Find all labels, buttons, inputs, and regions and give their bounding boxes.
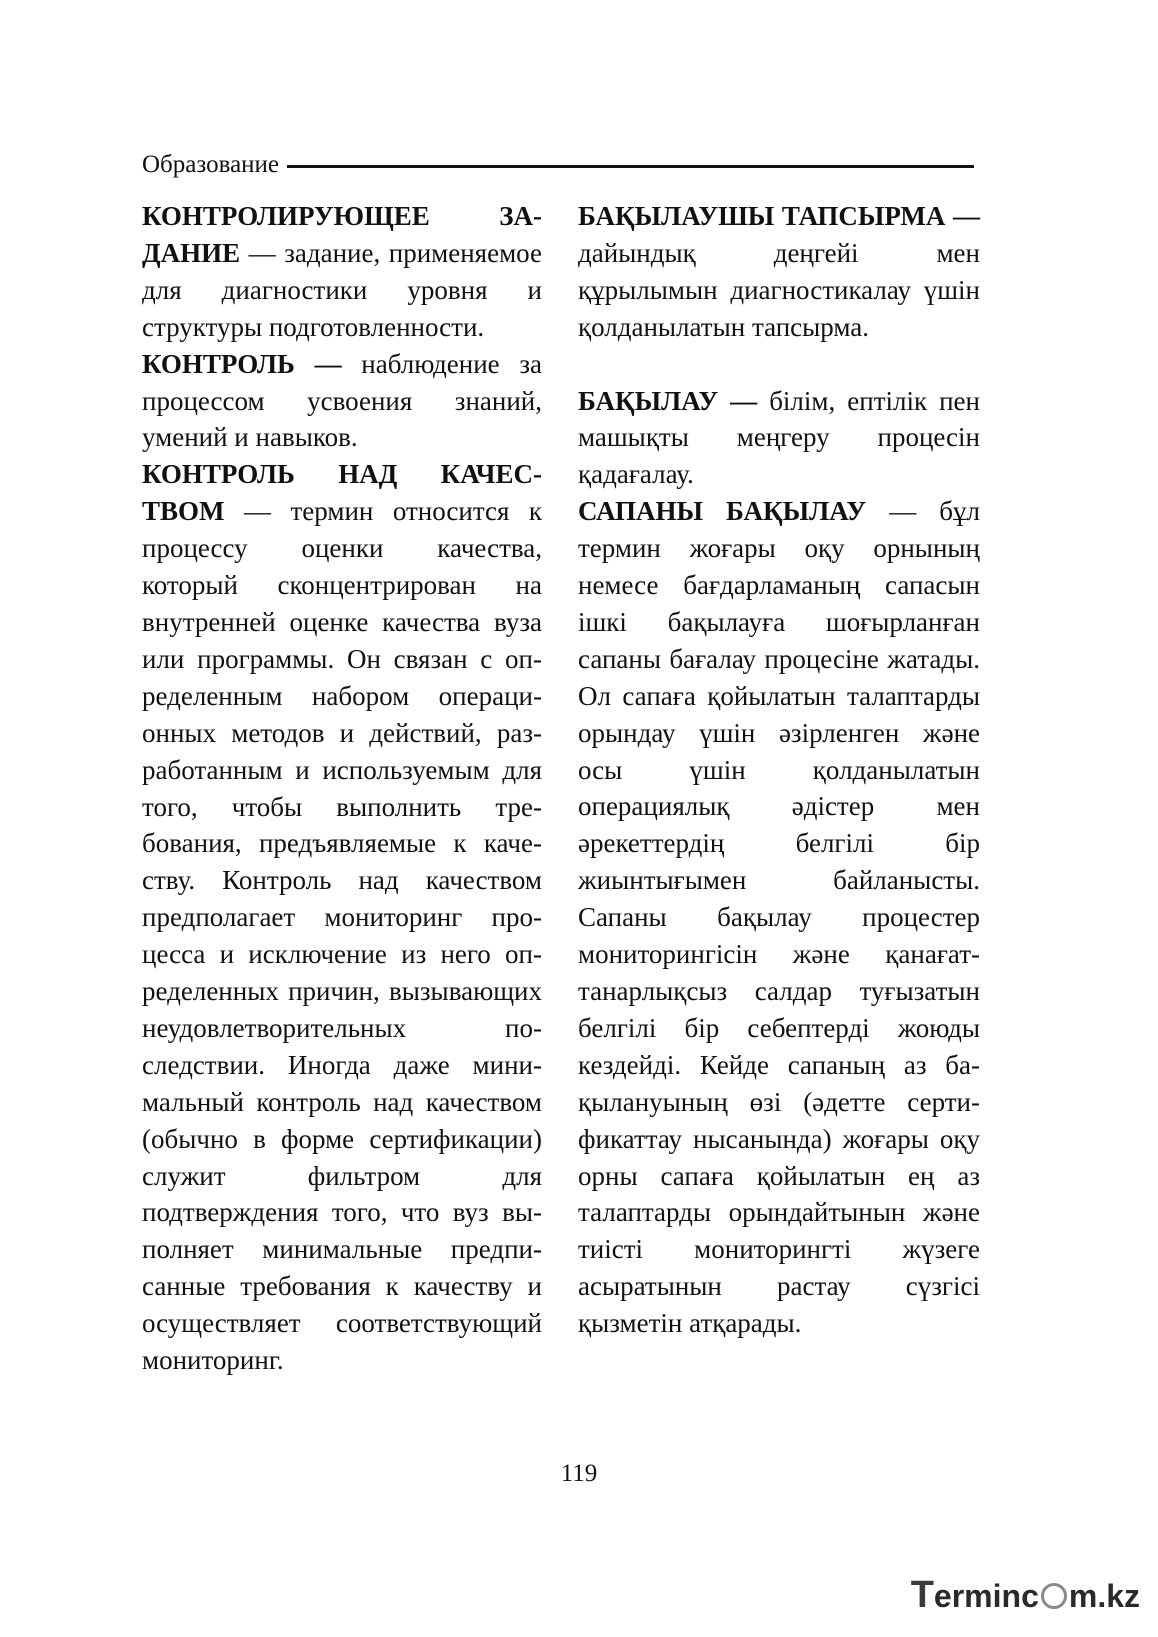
- logo-text-part2: m.kz: [1068, 1578, 1140, 1614]
- entry-definition: — термин относится к процессу оценки качества, который сконцентрирован на внутренней оценке качества вуза или программы. Он связан с определенным набором операционных методов и действий, разработанным и используемым для того, чтобы выполнить требования, предъявляемые к качеству. Контроль над качеством предполагает мониторинг процесса и исключение из него определенных причин, вызывающих неудовлетворительных последствии. Иногда даже минимальный контроль над качеством (обычно в форме сертификации) служит фильтром для подтверждения того, что вуз выполняет минимальные предписанные требования к качеству и осуществляет соответствующий мониторинг.: [142, 496, 542, 1376]
- dictionary-entry: [578, 198, 980, 346]
- entry-spacer: [578, 346, 980, 383]
- entry-definition: — задание, применяемое для диагностики уровня и структуры подготовленности.: [142, 237, 542, 342]
- entry-term: КОНТРОЛИРУЮЩЕЕ ЗАДАНИЕ: [142, 201, 542, 268]
- dictionary-entry: [578, 493, 980, 1342]
- entry-definition: — бұл термин жоғары оқу орнының немесе бағдарламаның сапасын ішкі бақылауға шоғырланған сапаны бағалау процесіне жатады. Ол сапаға қойылатын талаптарды орындау үшін әзірленген және осы үшін қолданылатын операциялық әдістер мен әрекеттердің белгілі бір жиынтығымен байланысты. Сапаны бақылау процестер мониторингісін және қанағаттанарлықсыз салдар туғызатын белгілі бір себептерді жоюды кездейді. Кейде сапаның аз бақылануының өзі (әдетте сертификаттау нысанында) жоғары оқу орны сапаға қойылатын ең аз талаптарды орындайтынын және тиісті мониторингті жүзеге асыратынын растау сүзгісі қызметін атқарады.: [578, 496, 980, 1339]
- dictionary-entry: [578, 383, 980, 494]
- entry-term: БАҚЫЛАУШЫ ТАПСЫРМА —: [578, 201, 980, 231]
- entry-term: САПАНЫ БАҚЫЛАУ: [578, 496, 867, 527]
- header-rule: [287, 165, 974, 168]
- page-number: 119: [560, 1460, 598, 1487]
- entry-term: КОНТРОЛЬ —: [142, 348, 342, 379]
- left-column-russian: [142, 198, 542, 1379]
- termincom-logo: [911, 1574, 1140, 1617]
- running-header: [142, 148, 974, 182]
- entry-term: КОНТРОЛЬ НАД КАЧЕСТВОМ: [142, 459, 542, 527]
- magnifier-icon: [1041, 1583, 1067, 1609]
- right-column-kazakh: [578, 198, 980, 1342]
- dictionary-entry: [142, 198, 542, 346]
- entry-term: БАҚЫЛАУ —: [578, 385, 758, 416]
- entry-definition: дайындық деңгейі мен құрылымын диагностикалау үшін қолданылатын тапсырма.: [578, 237, 980, 342]
- dictionary-entry: [142, 456, 542, 1379]
- entry-definition: наблюдение за процессом усвоения знаний, умений и навыков.: [142, 348, 542, 453]
- entry-definition: білім, ептілік пен машықты меңгеру процесін қадағалау.: [578, 385, 980, 490]
- logo-t-letter: T: [910, 1574, 934, 1616]
- section-title: Образование: [142, 151, 280, 178]
- dictionary-entry: [142, 346, 542, 457]
- logo-text-part1: erminc: [933, 1578, 1039, 1614]
